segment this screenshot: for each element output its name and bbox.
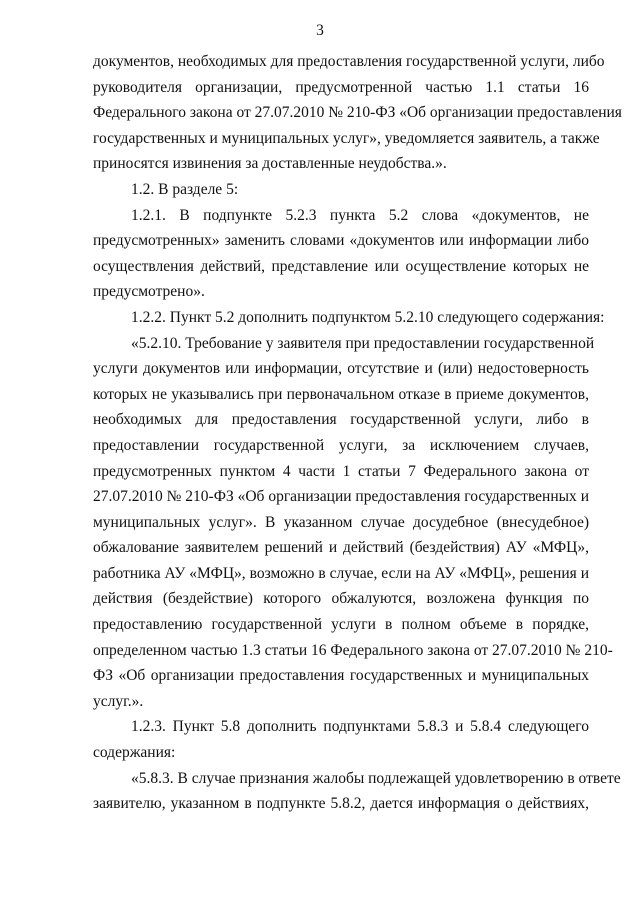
document-body [93,49,622,817]
paragraph-item-1-2-3 [93,714,589,765]
paragraph-item-5-2-10 [93,331,613,715]
text-line: которых не указывались при первоначальном отказе в приеме документов, [93,385,589,403]
paragraph-item-5-8-3 [93,766,621,817]
text-line: 1.2. В разделе 5: [131,180,239,198]
text-line: услуги документов или информации, отсутствие и (или) недостоверность [93,360,589,378]
paragraph-section-1-2 [93,177,589,203]
text-line: приносятся извинения за доставленные неудобства.». [93,155,447,173]
text-line: предусмотрено». [93,283,205,301]
text-line: Федерального закона от 27.07.2010 № 210-ФЗ «Об организации предоставления [93,104,622,122]
text-line: содержания: [93,744,176,762]
text-line: действия (бездействие) которого обжалуются, возложена функция по [93,590,589,608]
text-line: услуг.». [93,692,144,710]
text-line: 27.07.2010 № 210-ФЗ «Об организации предоставления государственных и [93,488,589,506]
paragraph-item-1-2-1 [93,203,589,305]
text-line: необходимых для предоставления государственной услуги, либо в [93,411,589,429]
text-line: «5.8.3. В случае признания жалобы подлежащей удовлетворению в ответе [131,769,621,787]
text-line: обжалование заявителем решений и действий (бездействия) АУ «МФЦ», [93,539,589,557]
text-line: предоставлению государственной услуги в полном объеме в порядке, [93,616,589,634]
text-line: предусмотренных пунктом 4 части 1 статьи 7 Федерального закона от [93,462,589,480]
text-line: государственных и муниципальных услуг», уведомляется заявитель, а также [93,129,600,147]
page-number: 3 [316,22,324,39]
text-line: ФЗ «Об организации предоставления государственных и муниципальных [93,667,589,685]
text-line: предусмотренных» заменить словами «документов или информации либо [93,232,589,250]
text-line: 1.2.3. Пункт 5.8 дополнить подпунктами 5.8.3 и 5.8.4 следующего [131,718,589,736]
text-line: заявителю, указанном в подпункте 5.8.2, дается информация о действиях, [93,795,589,813]
text-line: предоставлении государственной услуги, за исключением случаев, [93,436,589,454]
text-line: осуществления действий, представление или осуществление которых не [93,257,589,275]
text-line: муниципальных услуг». В указанном случае досудебное (внесудебное) [93,513,589,531]
text-line: руководителя организации, предусмотренной частью 1.1 статьи 16 [93,78,589,96]
text-line: 1.2.1. В подпункте 5.2.3 пункта 5.2 слова «документов, не [131,206,589,224]
paragraph-continuation [93,49,622,177]
text-line: 1.2.2. Пункт 5.2 дополнить подпунктом 5.2.10 следующего содержания: [131,308,605,326]
text-line: документов, необходимых для предоставления государственной услуги, либо [93,53,605,70]
text-line: работника АУ «МФЦ», возможно в случае, если на АУ «МФЦ», решения и [93,564,589,582]
text-line: «5.2.10. Требование у заявителя при предоставлении государственной [131,334,595,352]
text-line: определенном частью 1.3 статьи 16 Федерального закона от 27.07.2010 № 210- [93,641,613,659]
paragraph-item-1-2-2 [93,305,605,331]
